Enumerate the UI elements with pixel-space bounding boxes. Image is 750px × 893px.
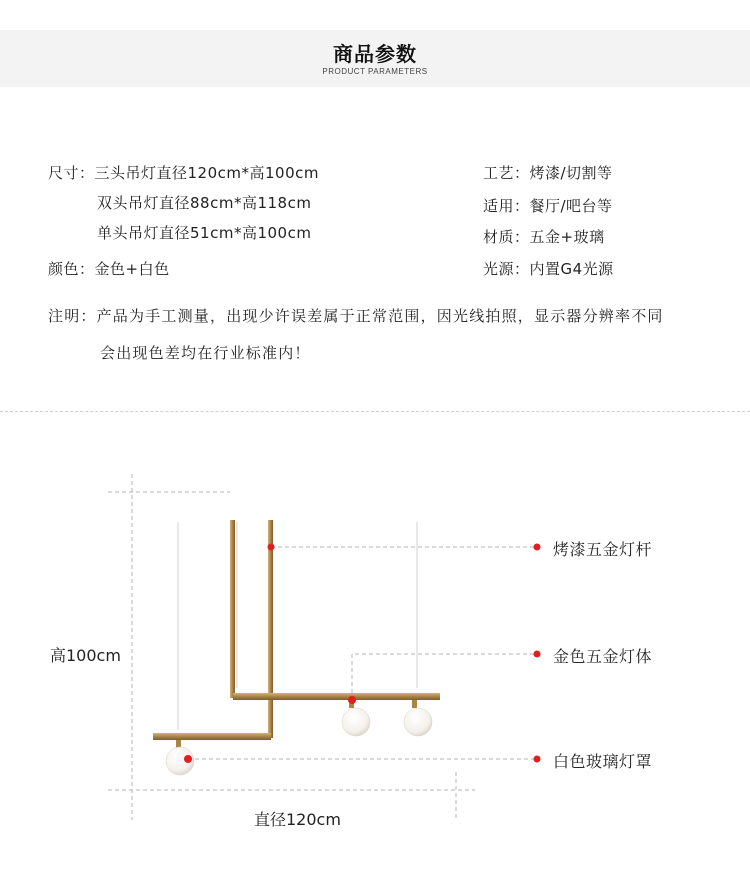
callout-shade-label: 白色玻璃灯罩 — [553, 752, 653, 771]
marker-shade — [184, 755, 192, 763]
page-subtitle: PRODUCT PARAMETERS — [322, 67, 428, 76]
page-title: 商品参数 — [333, 42, 417, 66]
header-band — [0, 30, 750, 87]
spec-size-line-2: 双头吊灯直径88cm*高118cm — [97, 194, 312, 212]
vertical-rod-left — [230, 520, 235, 698]
spec-craft: 工艺：烤漆/切割等 — [483, 164, 613, 182]
spec-size-line-3: 单头吊灯直径51cm*高100cm — [97, 224, 312, 242]
callout-rod-label: 烤漆五金灯杆 — [553, 540, 653, 559]
vertical-rod-right — [268, 520, 273, 738]
marker-rod-end — [534, 544, 541, 551]
marker-rod — [268, 544, 275, 551]
dimension-guides — [108, 474, 475, 820]
callout-body-label: 金色五金灯体 — [553, 647, 653, 666]
lamp-diagram — [0, 412, 750, 852]
lamp-body — [153, 520, 440, 748]
marker-body — [348, 696, 356, 704]
spec-usage: 适用：餐厅/吧台等 — [483, 197, 613, 215]
note-line-1: 注明：产品为手工测量，出现少许误差属于正常范围，因光线拍照，显示器分辨率不同 — [48, 307, 664, 325]
marker-body-end — [534, 651, 541, 658]
spec-light-source: 光源：内置G4光源 — [483, 260, 614, 278]
spec-size-line-1: 尺寸：三头吊灯直径120cm*高100cm — [48, 164, 319, 182]
globe-1 — [342, 708, 370, 736]
globe-2 — [404, 708, 432, 736]
horizontal-bar-upper — [233, 693, 440, 700]
glass-globes — [166, 708, 432, 775]
spec-material: 材质：五金+玻璃 — [483, 228, 605, 246]
width-dimension-label: 直径120cm — [254, 810, 341, 829]
height-dimension-label: 高100cm — [50, 646, 121, 665]
marker-shade-end — [534, 756, 541, 763]
horizontal-bar-lower — [153, 733, 271, 740]
spec-color: 颜色：金色+白色 — [48, 260, 170, 278]
note-line-2: 会出现色差均在行业标准内！ — [100, 344, 311, 362]
